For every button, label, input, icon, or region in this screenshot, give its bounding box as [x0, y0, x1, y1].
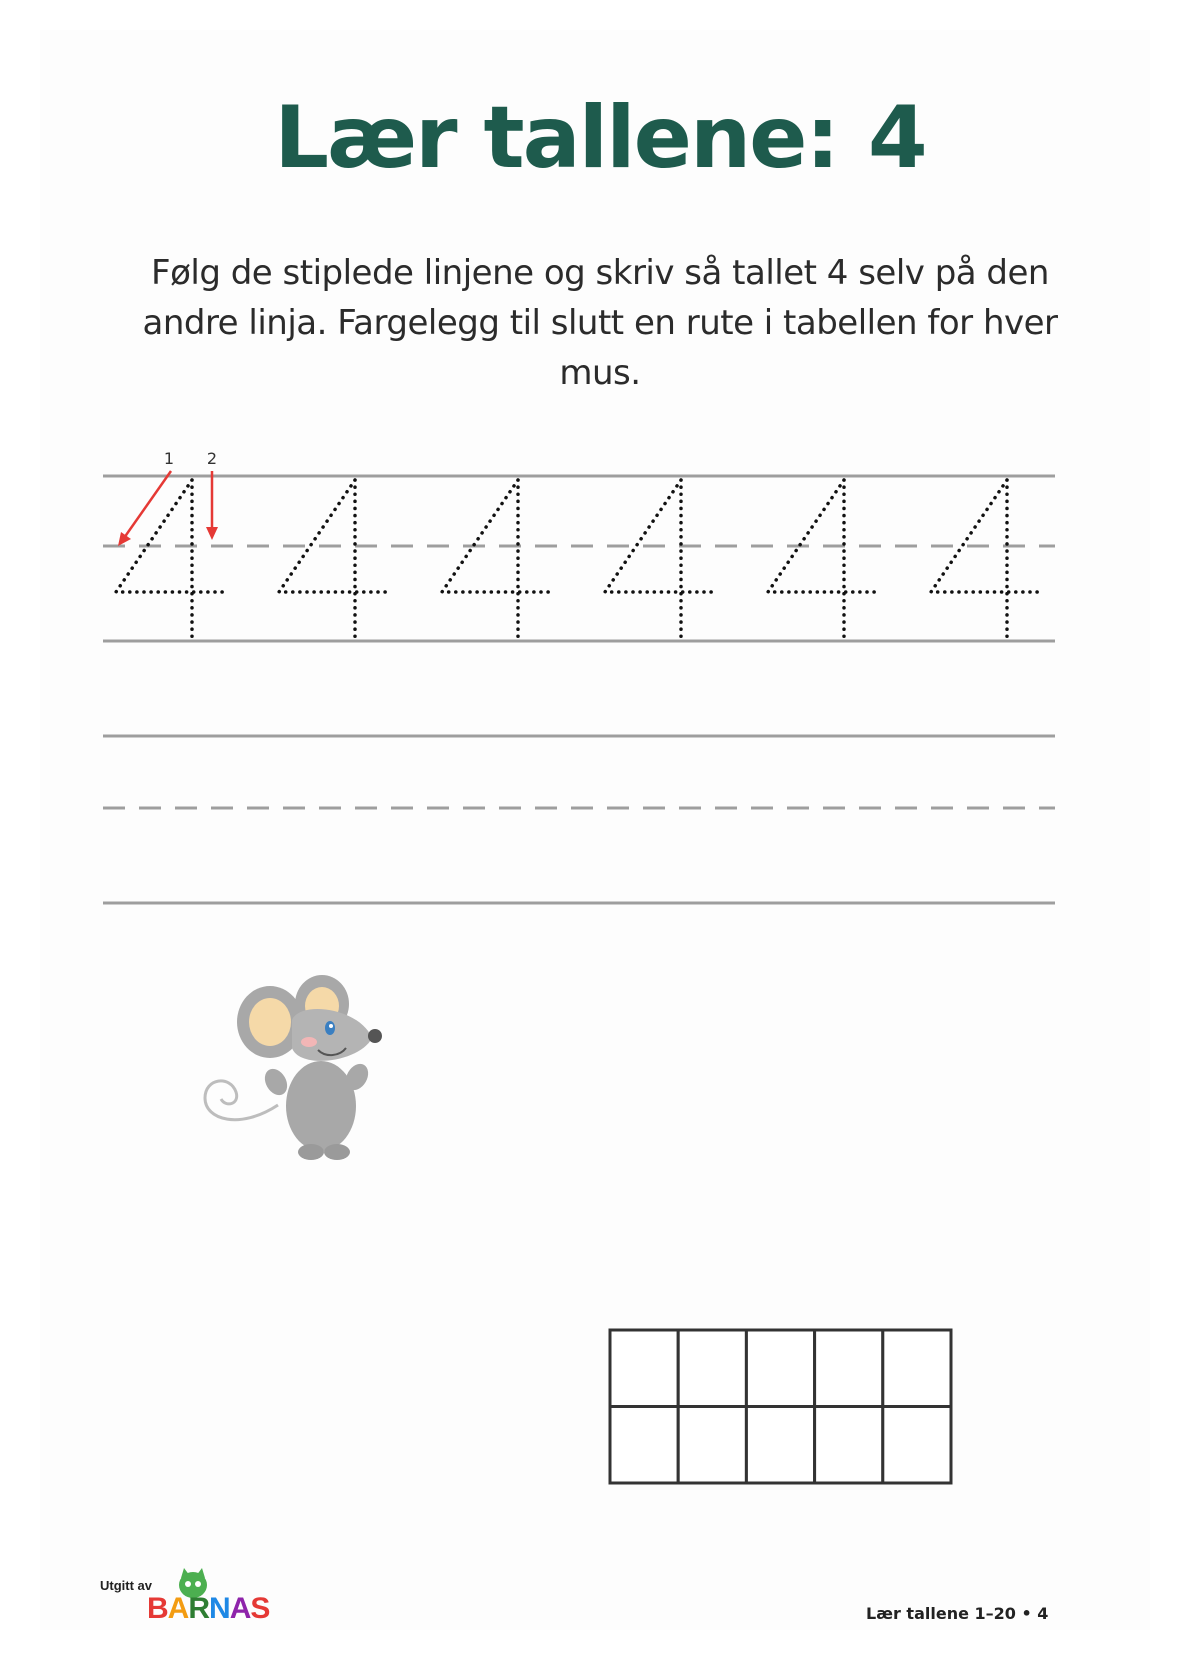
grid-cell[interactable] [610, 1407, 678, 1484]
trace-digit-4 [279, 480, 387, 641]
grid-cell[interactable] [883, 1407, 951, 1484]
trace-digit-4 [768, 480, 876, 641]
published-by-label: Utgitt av [100, 1578, 152, 1593]
grid-cell[interactable] [746, 1407, 814, 1484]
brand-letter: R [188, 1592, 210, 1625]
brand-logo [147, 1592, 269, 1626]
title-number: 4 [867, 88, 926, 188]
brand-letter: A [229, 1592, 251, 1625]
trace-digit-4 [605, 480, 713, 641]
trace-digit-4 [931, 480, 1039, 641]
brand-letter: S [250, 1592, 270, 1625]
brand-letter: A [167, 1592, 189, 1625]
grid-cell[interactable] [746, 1330, 814, 1407]
stroke-arrow-2-icon [206, 471, 218, 540]
trace-digit-4 [442, 480, 550, 641]
grid-cell[interactable] [678, 1330, 746, 1407]
mouse-illustration [205, 975, 382, 1160]
grid-cell[interactable] [678, 1407, 746, 1484]
grid-cell[interactable] [883, 1330, 951, 1407]
brand-letter: N [209, 1592, 230, 1625]
trace-digits [116, 480, 1039, 641]
stroke-arrow-1-icon [118, 471, 171, 546]
grid-cell[interactable] [815, 1330, 883, 1407]
counting-grid [610, 1330, 951, 1483]
stroke-hint-2: 2 [206, 449, 218, 468]
instructions-text: Følg de stiplede linjene og skriv så tallet 4 selv på den andre linja. Fargelegg til slutt en rute i tabellen for hver mus. [142, 253, 1058, 393]
grid-cell[interactable] [815, 1407, 883, 1484]
title-text: Lær tallene: [274, 88, 838, 188]
trace-digit-4 [116, 480, 224, 641]
brand-letter: B [147, 1592, 168, 1625]
mouse-tail [205, 1081, 278, 1120]
stroke-hint-1: 1 [163, 449, 175, 468]
footer-series-label: Lær tallene 1–20 • 4 [866, 1604, 1049, 1623]
grid-cell[interactable] [610, 1330, 678, 1407]
